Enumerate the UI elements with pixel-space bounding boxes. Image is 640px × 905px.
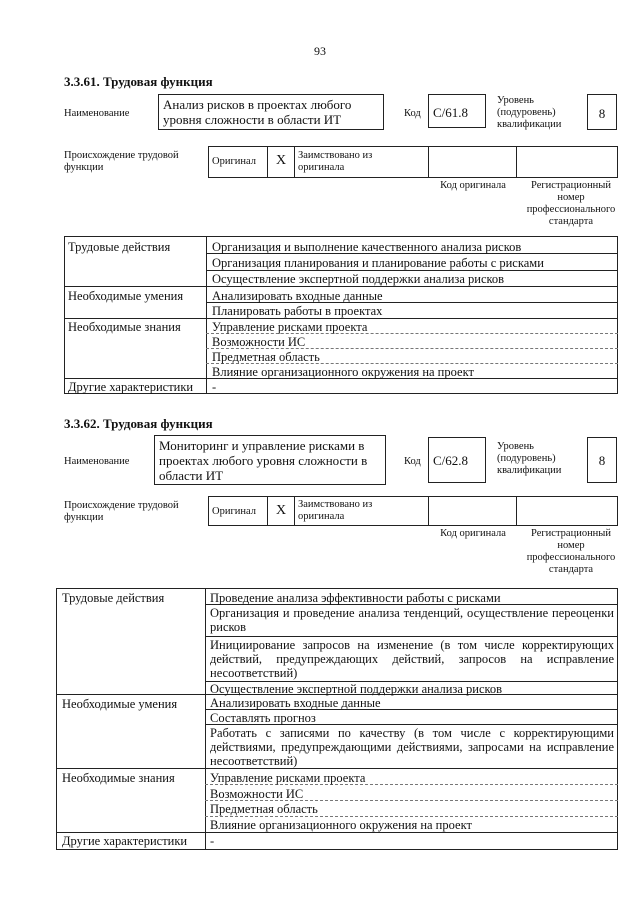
original-label: Оригинал [212, 156, 256, 167]
section-heading: 3.3.61. Трудовая функция [64, 74, 213, 89]
row-label-actions: Трудовые действия [62, 591, 165, 605]
knowledge-item: Предметная область [210, 802, 318, 816]
row-label-actions: Трудовые действия [68, 240, 171, 254]
name-label: Наименование [64, 108, 130, 119]
original-x-mark: X [276, 503, 287, 518]
borrowed-label: Заимствовано из оригинала [298, 499, 373, 522]
level-box: 8 [587, 437, 617, 483]
row-label-knowledge: Необходимые знания [62, 771, 175, 785]
origin-label: Происхождение трудовой функции [64, 150, 179, 173]
level-box: 8 [587, 94, 617, 130]
knowledge-item: Возможности ИС [212, 335, 306, 349]
section-heading: 3.3.62. Трудовая функция [64, 416, 213, 431]
row-label-skills: Необходимые умения [68, 289, 184, 303]
other-item: - [212, 380, 217, 394]
knowledge-item: Управление рисками проекта [210, 771, 366, 785]
skill-item: Анализировать входные данные [210, 696, 381, 710]
reg-number-label: Регистрационный номер профессионального стандарта [526, 528, 616, 575]
row-label-other: Другие характеристики [68, 380, 194, 394]
action-item: Инициирование запросов на изменение (в том числе корректирующих действий, предупреждающих действий, запросов на исправление несоответствий) [210, 638, 614, 680]
knowledge-item: Возможности ИС [210, 787, 304, 801]
action-item: Осуществление экспертной поддержки анализа рисков [210, 682, 503, 696]
level-label: Уровень (подуровень) квалификации [497, 95, 562, 130]
original-x-mark: X [276, 153, 287, 168]
action-item: Осуществление экспертной поддержки анализа рисков [212, 272, 505, 286]
action-item: Проведение анализа эффективности работы с рисками [210, 591, 501, 605]
page-number: 93 [314, 44, 326, 58]
knowledge-item: Предметная область [212, 350, 320, 364]
function-name-box: Анализ рисков в проектах любого уровня сложности в области ИТ [158, 94, 384, 130]
skill-item: Анализировать входные данные [212, 289, 383, 303]
code-original-label: Код оригинала [440, 180, 506, 191]
reg-number-label: Регистрационный номер профессионального стандарта [526, 180, 616, 227]
action-item: Организация и выполнение качественного анализа рисков [212, 240, 522, 254]
name-label: Наименование [64, 456, 130, 467]
other-item: - [210, 834, 215, 848]
original-label: Оригинал [212, 506, 256, 517]
skill-item: Работать с записями по качеству (в том числе с корректирующими действиями, предупреждающими действиями, запросами на исправление несоответствий) [210, 726, 614, 768]
code-label: Код [404, 456, 421, 467]
action-item: Организация планирования и планирование работы с рисками [212, 256, 544, 270]
skill-item: Планировать работы в проектах [212, 304, 383, 318]
code-label: Код [404, 108, 421, 119]
knowledge-item: Управление рисками проекта [212, 320, 368, 334]
level-label: Уровень (подуровень) квалификации [497, 441, 562, 476]
function-name-box: Мониторинг и управление рисками в проектах любого уровня сложности в области ИТ [154, 435, 386, 485]
row-label-knowledge: Необходимые знания [68, 320, 181, 334]
action-item: Организация и проведение анализа тенденций, осуществление переоценки рисков [210, 606, 614, 634]
code-box: C/61.8 [428, 94, 486, 128]
code-original-label: Код оригинала [440, 528, 506, 539]
origin-label: Происхождение трудовой функции [64, 500, 179, 523]
row-label-skills: Необходимые умения [62, 697, 178, 711]
skill-item: Составлять прогноз [210, 711, 316, 725]
row-label-other: Другие характеристики [62, 834, 188, 848]
knowledge-item: Влияние организационного окружения на проект [210, 818, 472, 832]
borrowed-label: Заимствовано из оригинала [298, 150, 373, 173]
code-box: C/62.8 [428, 437, 486, 483]
knowledge-item: Влияние организационного окружения на проект [212, 365, 474, 379]
